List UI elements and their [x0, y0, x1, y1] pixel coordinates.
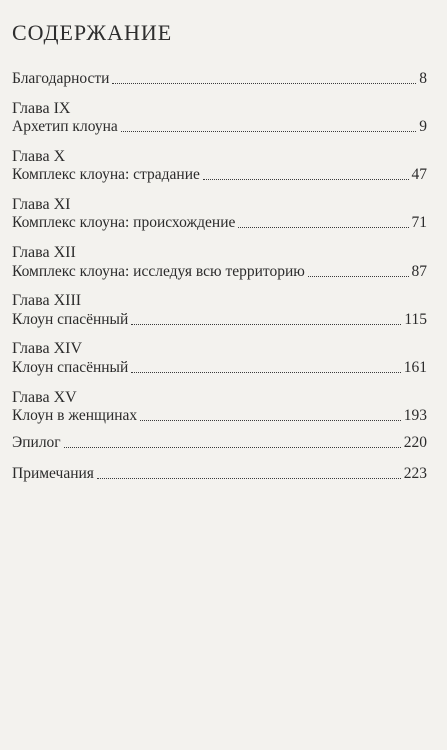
toc-entry: [12, 164, 427, 184]
chapter-label: Глава IX: [12, 100, 71, 117]
dot-leader: [121, 131, 416, 132]
dot-leader: [140, 420, 401, 421]
toc-entry-title: Примечания: [12, 465, 94, 482]
dot-leader: [238, 227, 408, 228]
toc-entry-page: 223: [403, 465, 427, 482]
toc-entry-title: Комплекс клоуна: происхождение: [12, 214, 236, 231]
toc-entry-title: Эпилог: [12, 434, 61, 451]
toc-entry-page: 161: [403, 359, 427, 376]
toc-entry-page: 193: [403, 407, 427, 424]
chapter-label: Глава XII: [12, 244, 76, 261]
toc-entry-title: Клоун спасённый: [12, 359, 129, 376]
toc-entry: [12, 357, 427, 377]
toc-entry-notes: [12, 463, 427, 483]
toc-entry: [12, 116, 427, 136]
toc-entry-page: 115: [404, 311, 427, 328]
dot-leader: [64, 447, 401, 448]
toc-entry-page: 87: [411, 263, 427, 280]
toc-entry-epilogue: [12, 432, 427, 452]
toc-entry: [12, 309, 427, 329]
toc-entry-page: 220: [403, 434, 427, 451]
chapter-label: Глава XIV: [12, 340, 83, 357]
toc-entry-acknowledgements: [12, 68, 427, 88]
chapter-label: Глава XIII: [12, 292, 82, 309]
dot-leader: [203, 179, 409, 180]
chapter-label: Глава XI: [12, 196, 71, 213]
toc-entry: [12, 405, 427, 425]
toc-entry-title: Клоун в женщинах: [12, 407, 138, 424]
toc-entry-title: Комплекс клоуна: страдание: [12, 166, 200, 183]
chapter-label: Глава XV: [12, 389, 77, 406]
toc-entry-page: 8: [419, 70, 427, 87]
chapter-label: Глава X: [12, 148, 66, 165]
dot-leader: [131, 324, 401, 325]
toc-entry: [12, 261, 427, 281]
page-title: СОДЕРЖАНИЕ: [12, 20, 173, 45]
dot-leader: [131, 372, 400, 373]
dot-leader: [308, 276, 409, 277]
toc-entry-page: 71: [411, 214, 427, 231]
dot-leader: [97, 478, 401, 479]
toc-entry-title: Комплекс клоуна: исследуя всю территорию: [12, 263, 305, 280]
toc-entry-page: 9: [419, 118, 427, 135]
toc-entry-title: Архетип клоуна: [12, 118, 118, 135]
toc-entry: [12, 212, 427, 232]
toc-entry-page: 47: [411, 166, 427, 183]
toc-entry-title: Клоун спасённый: [12, 311, 129, 328]
toc-entry-title: Благодарности: [12, 70, 110, 87]
dot-leader: [112, 83, 416, 84]
